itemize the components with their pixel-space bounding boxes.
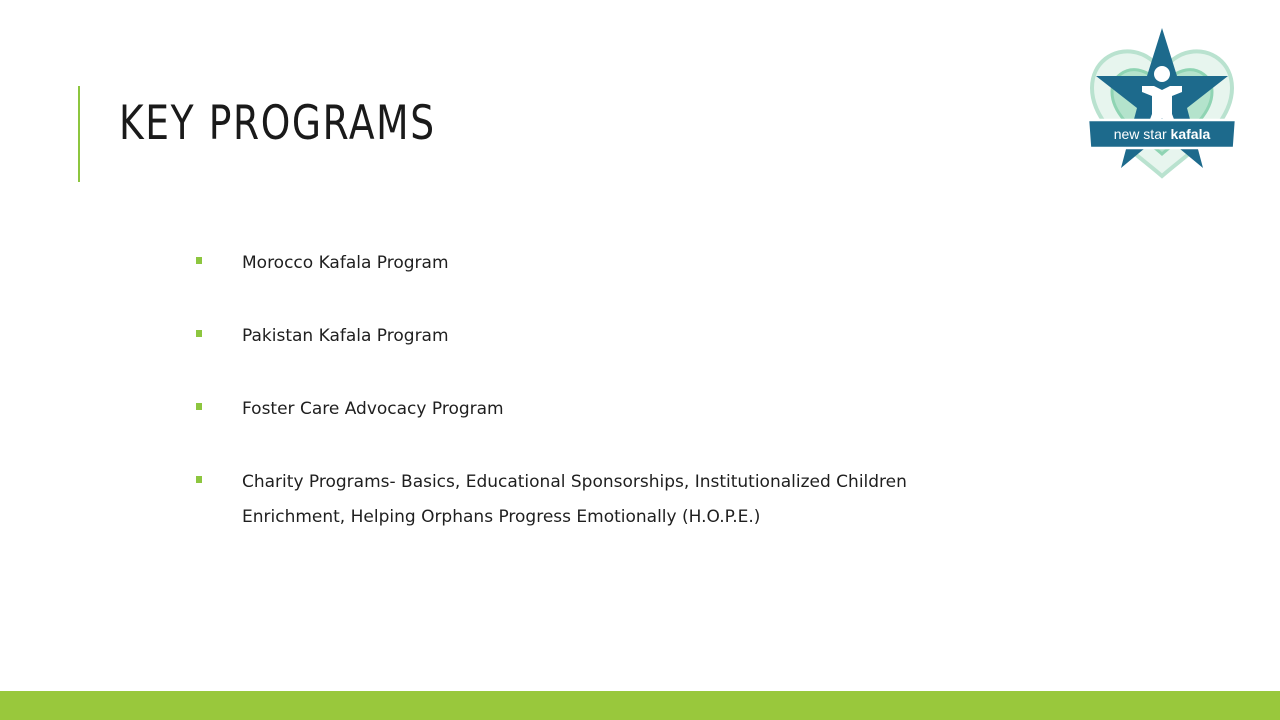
square-bullet-icon xyxy=(196,476,202,483)
list-item-text: Charity Programs- Basics, Educational Sponsorships, Institutionalized Children Enrichment, Helping Orphans Progress Emotionally (H.O.P.E.) xyxy=(242,472,907,527)
slide-title: KEY PROGRAMS xyxy=(119,96,436,151)
list-item xyxy=(194,465,1014,535)
title-accent-bar xyxy=(78,86,80,182)
new-star-kafala-logo xyxy=(1082,26,1242,180)
square-bullet-icon xyxy=(196,330,202,337)
program-list xyxy=(194,246,1014,535)
square-bullet-icon xyxy=(196,257,202,264)
list-item xyxy=(194,319,1014,354)
list-item xyxy=(194,392,1014,427)
list-item-text: Morocco Kafala Program xyxy=(242,253,449,273)
square-bullet-icon xyxy=(196,403,202,410)
bottom-accent-band xyxy=(0,691,1280,720)
star-figure-heart-icon xyxy=(1082,26,1242,180)
list-item-text: Pakistan Kafala Program xyxy=(242,326,449,346)
svg-text:new star kafala xyxy=(1114,126,1211,142)
logo-text-prefix: new star xyxy=(1113,126,1171,142)
list-item-text: Foster Care Advocacy Program xyxy=(242,399,504,419)
list-item xyxy=(194,246,1014,281)
logo-text-bold: kafala xyxy=(1170,126,1211,142)
